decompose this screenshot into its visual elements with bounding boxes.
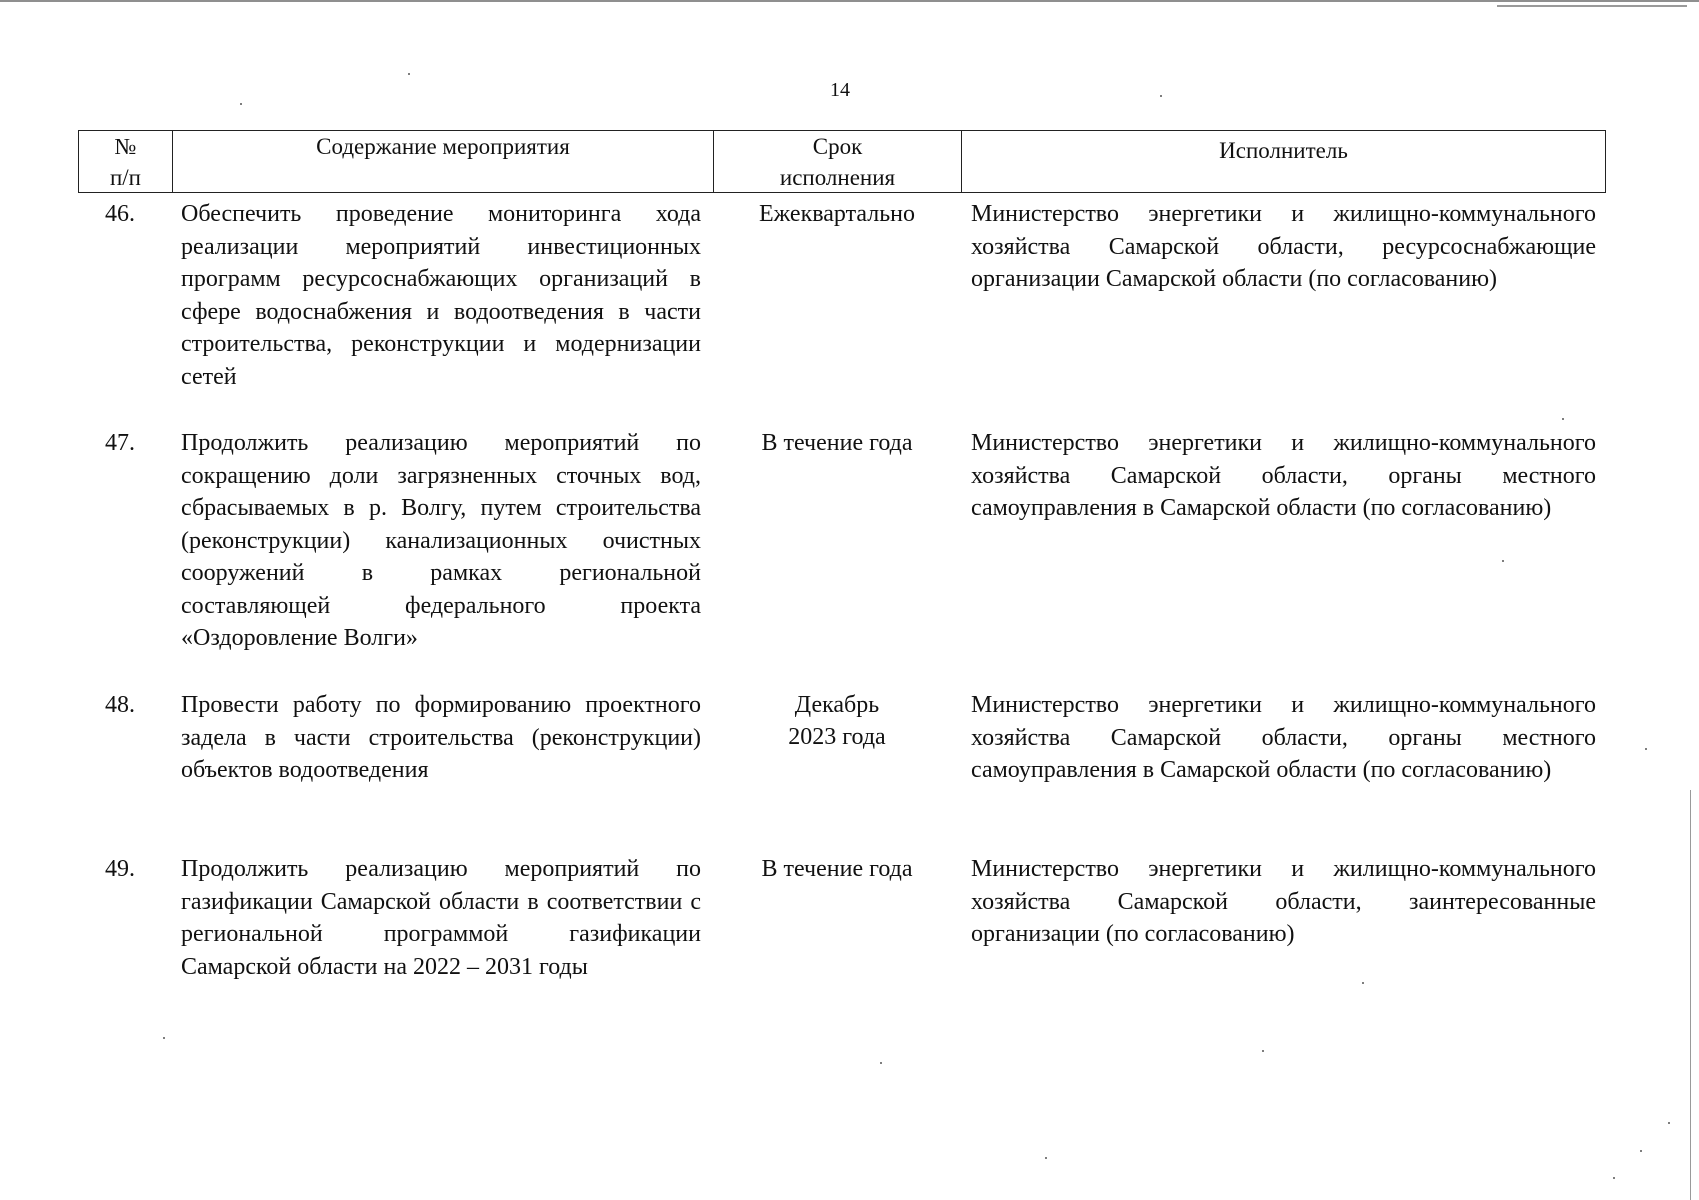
header-term-line1: Срок [812, 134, 863, 159]
scan-speck [1160, 95, 1162, 97]
row-content: Провести работу по формированию проектного задела в части строительства (реконструкции) объектов водоотведения [181, 692, 701, 783]
row-number: 48. [105, 692, 135, 718]
scan-edge-right [1497, 5, 1687, 7]
row-executor: Министерство энергетики и жилищно-коммунального хозяйства Самарской области, заинтересованные организации (по согласованию) [971, 856, 1596, 947]
row-executor: Министерство энергетики и жилищно-коммунального хозяйства Самарской области, органы местного самоуправления в Самарской области (по согласованию) [971, 692, 1596, 783]
header-num-symbol: № [114, 134, 137, 159]
row-term-line1: Ежеквартально [759, 201, 915, 227]
row-term-line1: Декабрь [794, 692, 880, 718]
row-executor: Министерство энергетики и жилищно-коммунального хозяйства Самарской области, органы местного самоуправления в Самарской области (по согласованию) [971, 430, 1596, 521]
row-term-line1: В течение года [761, 856, 913, 882]
scan-speck [1045, 1157, 1047, 1159]
header-num [79, 131, 173, 192]
row-content: Продолжить реализацию мероприятий по сокращению доли загрязненных сточных вод, сбрасываемых в р. Волгу, путем строительства (реконструкции) канализационных очистных сооружений в рамках региональной составляющей федерального проекта «Оздоровление Волги» [181, 430, 701, 651]
scan-speck [1645, 748, 1647, 750]
row-term-line2: 2023 года [788, 724, 886, 750]
row-term [713, 853, 961, 885]
page-number: 14 [830, 79, 850, 101]
scan-speck [163, 1037, 165, 1039]
scan-edge-top [0, 0, 1699, 2]
header-executor: Исполнитель [1219, 138, 1348, 163]
table-header [78, 130, 1606, 193]
row-executor: Министерство энергетики и жилищно-коммунального хозяйства Самарской области, ресурсоснабжающие организации Самарской области (по согласованию) [971, 201, 1596, 292]
scan-speck [1562, 418, 1564, 420]
scan-speck [1640, 1150, 1642, 1152]
scan-speck [1502, 560, 1504, 562]
header-term-line2: исполнения [779, 165, 896, 190]
header-term [714, 131, 962, 192]
scan-speck [408, 73, 410, 75]
row-term [713, 198, 961, 230]
row-number: 49. [105, 856, 135, 882]
header-content: Содержание мероприятия [173, 131, 714, 192]
row-term [713, 427, 961, 459]
header-num-abbrev: п/п [109, 165, 141, 190]
scan-speck [1668, 1122, 1670, 1124]
scan-edge-line [1690, 790, 1691, 1200]
scan-speck [1613, 1177, 1615, 1179]
row-content: Продолжить реализацию мероприятий по газификации Самарской области в соответствии с региональной программой газификации Самарской области на 2022 – 2031 годы [181, 856, 701, 980]
scan-speck [1362, 982, 1364, 984]
scan-speck [880, 1062, 882, 1064]
row-number: 47. [105, 430, 135, 456]
row-number: 46. [105, 201, 135, 227]
scan-speck [240, 103, 242, 105]
scan-speck [1262, 1050, 1264, 1052]
row-content: Обеспечить проведение мониторинга хода реализации мероприятий инвестиционных программ ресурсоснабжающих организаций в сфере водоснабжения и водоотведения в части строительства, реконструкции и модернизации сетей [181, 201, 701, 390]
row-term [713, 689, 961, 753]
row-term-line1: В течение года [761, 430, 913, 456]
